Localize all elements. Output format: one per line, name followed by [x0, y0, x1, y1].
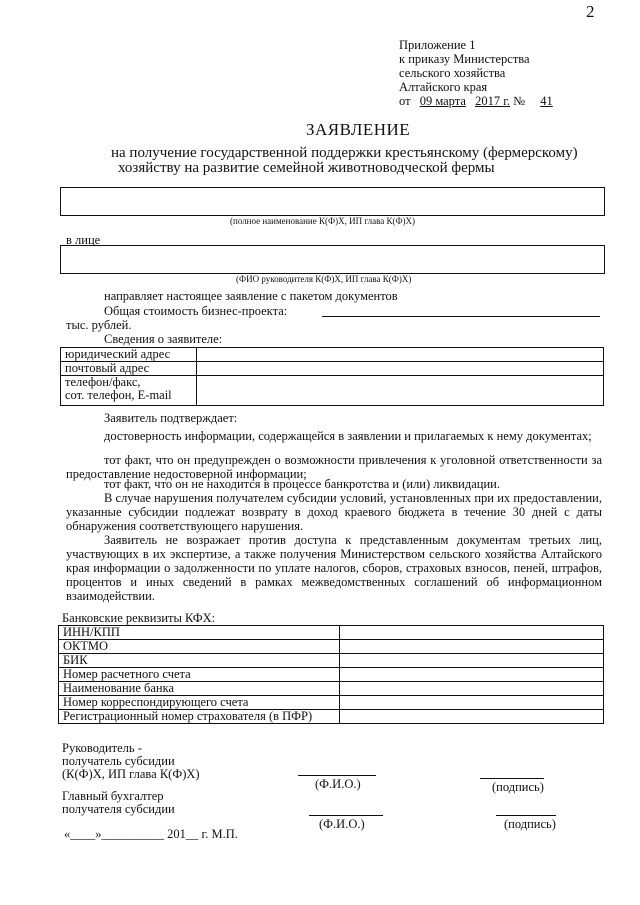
number-value: 41: [540, 94, 553, 108]
bank-name-value[interactable]: [340, 682, 604, 696]
director-name-caption: (ФИО руководителя К(Ф)Х, ИП глава К(Ф)Х): [236, 274, 412, 284]
bik-value[interactable]: [340, 654, 604, 668]
sends-text: направляет настоящее заявление с пакетом документов: [104, 289, 398, 303]
bank-label: Банковские реквизиты КФХ:: [62, 611, 216, 625]
date-stamp-line: «____»__________ 201__ г. М.П.: [64, 827, 238, 841]
table-row: [61, 362, 604, 376]
paragraph-liability: тот факт, что он предупрежден о возможности привлечения к уголовной ответственности за предоставление недостоверной информации;: [66, 453, 602, 481]
organization-name-field[interactable]: [60, 187, 605, 216]
legal-address-value[interactable]: [197, 348, 604, 362]
accountant-sign-line[interactable]: [496, 815, 556, 816]
account-number-label: Номер расчетного счета: [59, 668, 340, 682]
date-prefix: от: [399, 94, 411, 108]
head-line-1: Руководитель -: [62, 741, 142, 755]
postal-address-value[interactable]: [197, 362, 604, 376]
in-person-label: в лице: [66, 233, 101, 247]
number-prefix: №: [513, 94, 526, 108]
accountant-fio-caption: (Ф.И.О.): [319, 817, 365, 831]
bank-name-label: Наименование банка: [59, 682, 340, 696]
bank-table: [58, 625, 604, 724]
table-row: [59, 640, 604, 654]
table-row: [59, 710, 604, 724]
pfr-number-label: Регистрационный номер страхователя (в ПФР): [59, 710, 340, 724]
confirm-label: Заявитель подтверждает:: [104, 411, 238, 425]
pfr-number-value[interactable]: [340, 710, 604, 724]
appendix-line-4: Алтайского края: [399, 80, 488, 94]
contacts-label-line-2: сот. телефон, E-mail: [65, 388, 172, 402]
contacts-label-line-1: телефон/факс,: [65, 375, 141, 389]
head-sign-line[interactable]: [480, 778, 544, 779]
accountant-line-2: получателя субсидии: [62, 802, 175, 816]
appendix-line-2: к приказу Министерства: [399, 52, 530, 66]
account-number-value[interactable]: [340, 668, 604, 682]
table-row: [59, 626, 604, 640]
table-row: [59, 682, 604, 696]
year-text: 2017 г.: [475, 94, 511, 108]
accountant-sign-caption: (подпись): [504, 817, 556, 831]
head-fio-line[interactable]: [298, 775, 376, 776]
paragraph-reliability: достоверность информации, содержащейся в заявлении и прилагаемых к нему документах;: [104, 429, 592, 443]
date-value: 09 марта: [419, 94, 466, 108]
page-number: 2: [586, 2, 595, 21]
inn-kpp-label: ИНН/КПП: [59, 626, 340, 640]
paragraph-violation: В случае нарушения получателем субсидии условий, установленных при их предоставлении, указанные субсидии подлежат возврату в доход краевого бюджета в течение 30 дней с даты обнаружения соответствующего нарушения.: [66, 491, 602, 533]
table-row: [61, 376, 604, 406]
document-title: ЗАЯВЛЕНИЕ: [306, 120, 411, 139]
paragraph-bankruptcy: тот факт, что он не находится в процессе банкротства и (или) ликвидации.: [104, 477, 500, 491]
corr-account-label: Номер корреспондирующего счета: [59, 696, 340, 710]
subtitle-line-2: хозяйству на развитие семейной животноводческой фермы: [118, 160, 495, 176]
corr-account-value[interactable]: [340, 696, 604, 710]
postal-address-label: почтовый адрес: [61, 362, 197, 376]
cost-input-line[interactable]: [322, 316, 600, 317]
oktmo-label: ОКТМО: [59, 640, 340, 654]
oktmo-value[interactable]: [340, 640, 604, 654]
cost-label: Общая стоимость бизнес-проекта:: [104, 304, 288, 318]
table-row: [61, 348, 604, 362]
appendix-line-1: Приложение 1: [399, 38, 476, 52]
contacts-label: [61, 376, 197, 406]
appendix-date-line: [399, 94, 569, 108]
bik-label: БИК: [59, 654, 340, 668]
contacts-value[interactable]: [197, 376, 604, 406]
head-line-2: получатель субсидии: [62, 754, 175, 768]
paragraph-consent: Заявитель не возражает против доступа к представленным документам третьих лиц, участвующих в их экспертизе, а также получения Министерством сельского хозяйства Алтайского края информации о задолженности по уплате налогов, сборов, страховых взносов, пеней, штрафов, процентов и иных сведений в рамках межведомственных соглашений об информационном взаимодействии.: [66, 533, 602, 603]
table-row: [59, 668, 604, 682]
accountant-fio-line[interactable]: [309, 815, 383, 816]
head-sign-caption: (подпись): [492, 780, 544, 794]
organization-name-caption: (полное наименование К(Ф)Х, ИП глава К(Ф)Х): [230, 216, 416, 226]
head-fio-caption: (Ф.И.О.): [315, 777, 361, 791]
table-row: [59, 696, 604, 710]
applicant-table: [60, 347, 604, 406]
table-row: [59, 654, 604, 668]
applicant-info-label: Сведения о заявителе:: [104, 332, 223, 346]
head-line-3: (К(Ф)Х, ИП глава К(Ф)Х): [62, 767, 200, 781]
accountant-line-1: Главный бухгалтер: [62, 789, 164, 803]
appendix-line-3: сельского хозяйства: [399, 66, 506, 80]
subtitle-line-1: на получение государственной поддержки крестьянскому (фермерскому): [111, 145, 578, 161]
thousand-rubles-label: тыс. рублей.: [66, 318, 132, 332]
legal-address-label: юридический адрес: [61, 348, 197, 362]
director-name-field[interactable]: [60, 245, 605, 274]
inn-kpp-value[interactable]: [340, 626, 604, 640]
